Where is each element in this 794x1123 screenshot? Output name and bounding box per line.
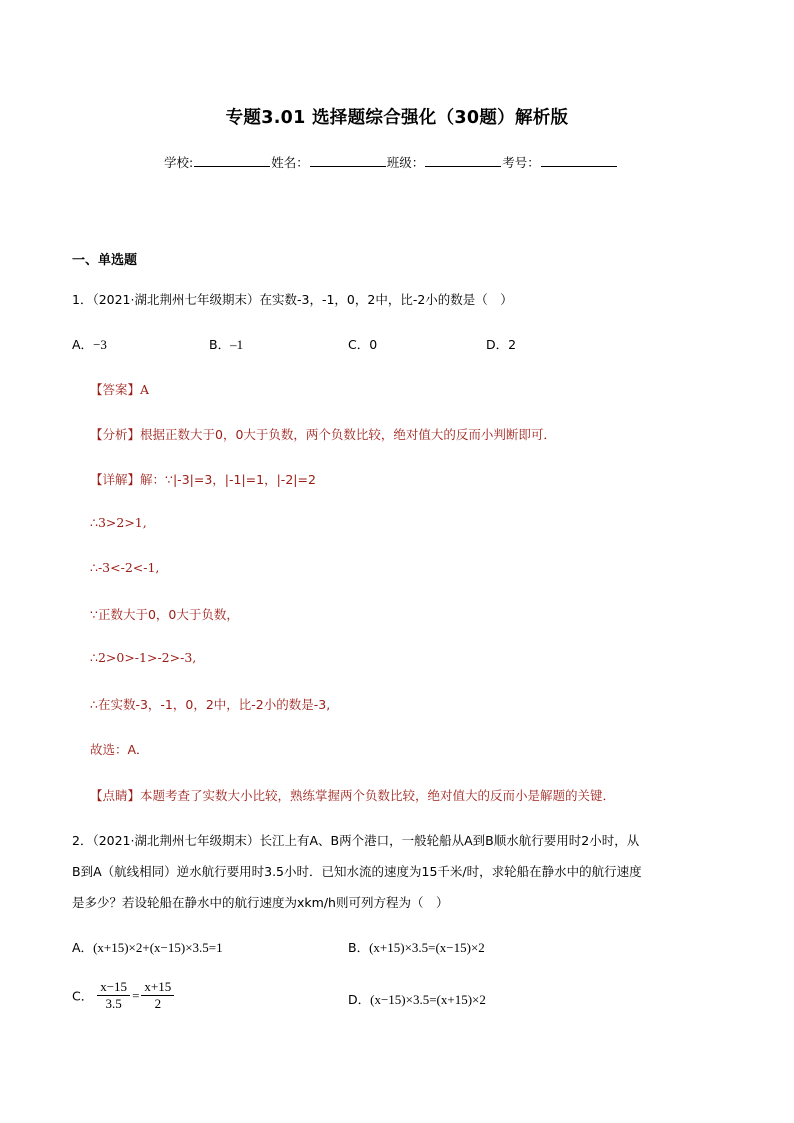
page-title: 专题3.01 选择题综合强化（30题）解析版 — [225, 108, 569, 128]
q1-option-b: B．–1 — [209, 337, 244, 352]
q1-comment — [90, 786, 615, 804]
detail-tag: 【详解】 — [90, 472, 141, 487]
fraction-left: $\frac{x-15}{3.5}$ — [97, 979, 130, 1012]
analysis-text: 根据正数大于0，0大于负数，两个负数比较，绝对值大的反而小判断即可． — [140, 427, 556, 442]
q1-option-d: D．2 — [486, 337, 517, 352]
q2-option-a-formula: (x+15)×2+(x−15)×3.5=1 — [93, 940, 223, 955]
q2-option-d: D．(x−15)×3.5=(x+15)×2 — [348, 992, 486, 1007]
number-label: 考号： — [502, 155, 540, 170]
school-label: 学校: — [164, 155, 194, 170]
question-2-line-3: 是多少？若设轮船在静水中的航行速度为xkm/h则可列方程为（ ） — [72, 895, 449, 910]
q1-answer — [90, 380, 149, 398]
q2-option-d-formula: (x−15)×3.5=(x+15)×2 — [370, 992, 486, 1007]
question-2-line-1: 2．（2021·湖北荆州七年级期末）长江上有A、B两个港口，一般轮船从A到B顺水航行要用时2小时，从 — [72, 833, 640, 848]
q2-option-b: B．(x+15)×3.5=(x−15)×2 — [348, 940, 485, 955]
comment-text: 本题考查了实数大小比较，熟练掌握两个负数比较，绝对值大的反而小是解题的关键． — [140, 788, 616, 803]
q1-detail — [90, 470, 316, 488]
class-label: 班级： — [386, 155, 425, 170]
q1-analysis — [90, 425, 556, 443]
name-label: 姓名： — [271, 155, 309, 170]
q1-step: ∴3>2>1, — [90, 515, 147, 530]
student-info-line — [164, 153, 618, 171]
answer-tag: 【答案】 — [90, 382, 141, 397]
analysis-tag: 【分析】 — [90, 427, 141, 442]
comment-tag: 【点睛】 — [90, 788, 141, 803]
q1-step: ∴在实数-3，-1，0，2中，比-2小的数是-3, — [90, 697, 331, 712]
q2-option-c: C． $\frac{x-15}{3.5}$ = $\frac{x+15}{2}$ — [72, 979, 174, 1012]
q2-option-a: A．(x+15)×2+(x−15)×3.5=1 — [72, 940, 223, 955]
number-blank[interactable] — [541, 154, 617, 167]
fraction-right: $\frac{x+15}{2}$ — [141, 979, 174, 1012]
section-heading: 一、单选题 — [72, 253, 138, 268]
q1-step: ∴-3<-2<-1, — [90, 560, 160, 575]
answer-value: A — [140, 382, 150, 397]
q1-option-c: C．0 — [348, 337, 378, 352]
q2-option-b-formula: (x+15)×3.5=(x−15)×2 — [369, 940, 485, 955]
detail-text: 解：∵|-3|=3，|-1|=1，|-2|=2 — [140, 472, 316, 487]
name-blank[interactable] — [310, 154, 386, 167]
q1-step: 故选：A． — [90, 742, 149, 757]
q1-option-a: A．−3 — [72, 337, 107, 352]
q1-step: ∵正数大于0，0大于负数， — [90, 607, 239, 622]
q1-step: ∴2>0>-1>-2>-3, — [90, 650, 197, 665]
school-blank[interactable] — [194, 154, 270, 167]
class-blank[interactable] — [425, 154, 501, 167]
question-1-stem: 1．（2021·湖北荆州七年级期末）在实数-3，-1，0，2中，比-2小的数是（ ） — [72, 292, 513, 307]
question-2-line-2: B到A（航线相同）逆水航行要用时3.5小时．已知水流的速度为15千米/时，求轮船在静水中的航行速度 — [72, 864, 642, 879]
